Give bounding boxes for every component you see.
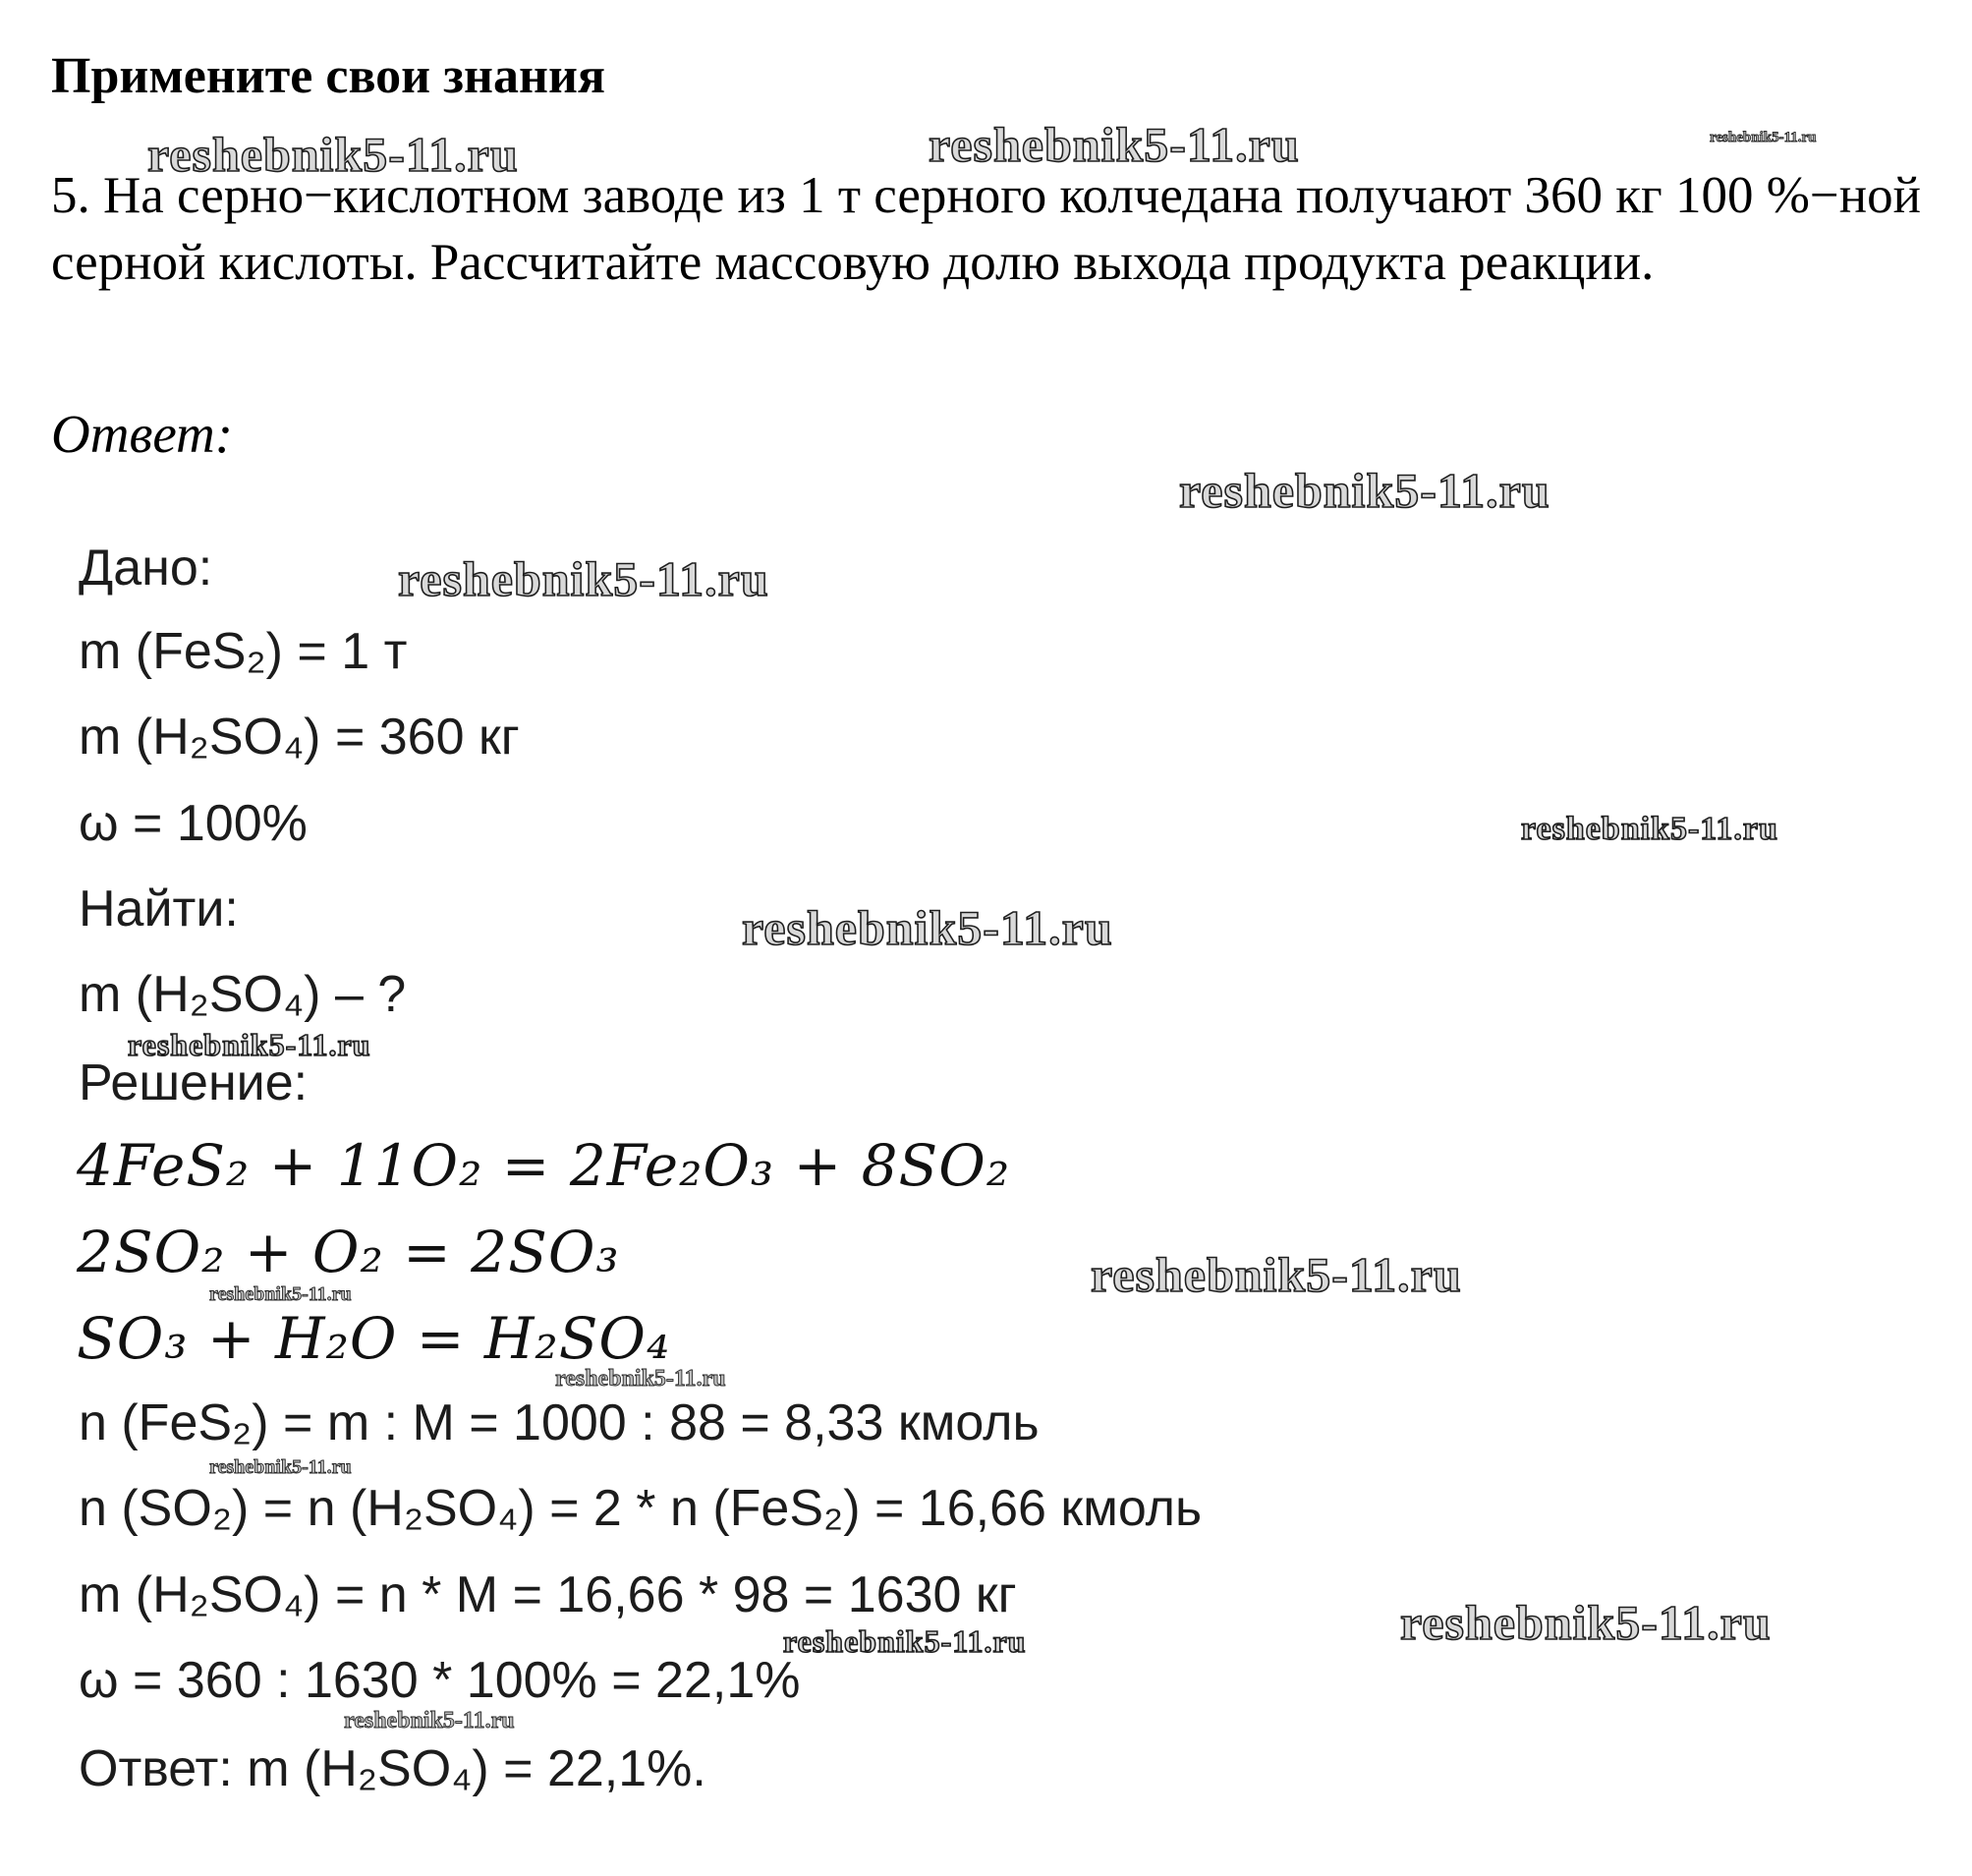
watermark: reshebnik5-11.ru [1710,130,1817,145]
section-heading: Примените свои знания [51,48,606,104]
watermark: reshebnik5-11.ru [1521,811,1778,847]
watermark: reshebnik5-11.ru [209,1283,352,1305]
find-label: Найти: [79,881,239,938]
watermark: reshebnik5-11.ru [344,1708,515,1734]
given-label: Дано: [79,540,213,597]
watermark: reshebnik5-11.ru [1091,1247,1462,1302]
watermark: reshebnik5-11.ru [1179,463,1550,518]
calculation-4: ω = 360 : 1630 * 100% = 22,1% [79,1652,801,1709]
given-line-3: ω = 100% [79,795,308,852]
watermark: reshebnik5-11.ru [398,551,769,606]
equation-2: 2SO₂ + O₂ = 2SO₃ [77,1219,620,1285]
calculation-3: m (H₂SO₄) = n * M = 16,66 * 98 = 1630 кг [79,1566,1017,1623]
watermark: reshebnik5-11.ru [128,1027,371,1062]
watermark: reshebnik5-11.ru [1400,1595,1772,1650]
final-answer: Ответ: m (H₂SO₄) = 22,1%. [79,1740,706,1797]
watermark: reshebnik5-11.ru [209,1456,352,1478]
watermark: reshebnik5-11.ru [555,1366,726,1392]
watermark: reshebnik5-11.ru [783,1623,1027,1659]
given-line-1: m (FeS₂) = 1 т [79,623,408,680]
equation-3: SO₃ + H₂O = H₂SO₄ [77,1305,671,1372]
solution-label: Решение: [79,1054,309,1111]
given-line-2: m (H₂SO₄) = 360 кг [79,709,520,766]
calculation-2: n (SO₂) = n (H₂SO₄) = 2 * n (FeS₂) = 16,66 кмоль [79,1480,1203,1537]
equation-1: 4FeS₂ + 11O₂ = 2Fe₂O₃ + 8SO₂ [77,1132,1011,1199]
calculation-1: n (FeS₂) = m : M = 1000 : 88 = 8,33 кмоль [79,1394,1040,1451]
problem-statement: 5. На серно−кислотном заводе из 1 т серного колчедана получают 360 кг 100 %−ной серной кислоты. Рассчитайте массовую долю выхода продукта реакции. [51,167,1921,291]
watermark: reshebnik5-11.ru [742,900,1113,955]
watermark: reshebnik5-11.ru [929,117,1300,172]
find-line-1: m (H₂SO₄) – ? [79,966,407,1023]
watermark: reshebnik5-11.ru [147,127,519,182]
answer-label: Ответ: [51,404,234,464]
